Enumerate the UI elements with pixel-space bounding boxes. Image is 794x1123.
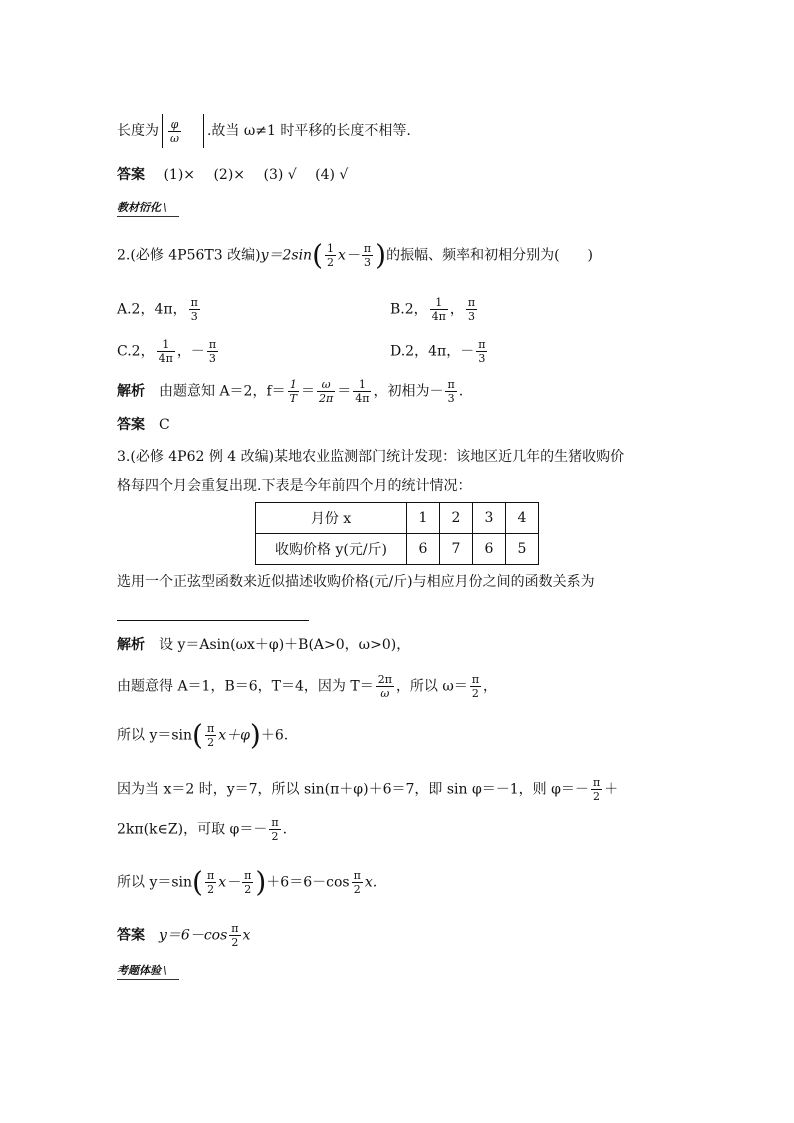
abs-bar-left (162, 114, 163, 148)
table-cell: 5 (506, 534, 539, 565)
answer-label: 答案 (117, 417, 145, 433)
function-expr: y＝2sin (260, 247, 313, 264)
question-2-stem: 2.(必修 4P56T3 改编)y＝2sin( $\frac{1}{2}$ x－ $\frac{\pi}{3}$ )的振幅、频率和初相分别为( ) (117, 238, 594, 272)
table-cell: 7 (440, 534, 473, 565)
table-header-price: 收购价格 y(元/斤) (256, 534, 407, 565)
table-cell: 6 (407, 534, 440, 565)
answer-block-1 (117, 165, 348, 185)
question-2-suffix: 的振幅、频率和初相分别为( ) (386, 247, 594, 264)
section-tag-textbook: 教材衍化 \ (117, 199, 167, 217)
question-3-answer: 答案 y＝6－cos $\frac{\pi}{2}$ x (117, 922, 251, 949)
analysis-label: 解析 (117, 383, 145, 400)
length-statement (117, 114, 411, 148)
table-cell: 4 (506, 503, 539, 534)
q3-analysis-line2: 由题意得 A＝1，B＝6，T＝4，因为 T＝ $\frac{2\pi}{\omega}$ ，所以 ω＝ $\frac{\pi}{2}$ ， (117, 673, 498, 700)
answer-blank-line (117, 620, 309, 621)
table-cell: 1 (407, 503, 440, 534)
table-cell: 2 (440, 503, 473, 534)
q3-analysis-line5: 2kπ(k∈Z)，可取 φ＝－ $\frac{\pi}{2}$ . (117, 816, 288, 843)
table-cell: 3 (473, 503, 506, 534)
fraction-half: $\frac{1}{2}$ (327, 242, 335, 269)
answer-item: (3) √ (263, 167, 297, 183)
question-3-stem-line3: 选用一个正弦型函数来近似描述收购价格(元/斤)与相应月份之间的函数关系为 (117, 574, 595, 590)
abs-bar-right (203, 114, 204, 148)
q3-analysis-line1: 解析 设 y＝Asin(ωx＋φ)＋B(A>0，ω>0)， (117, 637, 411, 653)
table-row (256, 534, 539, 565)
analysis-label: 解析 (117, 637, 145, 653)
price-table (255, 502, 539, 565)
q3-analysis-line3: 所以 y＝sin( $\frac{\pi}{2}$ x＋φ)＋6. (117, 718, 289, 752)
table-cell: 6 (473, 534, 506, 565)
question-2-answer (117, 415, 170, 435)
phi-over-omega: $\frac{\varphi}{\omega}$ (170, 117, 179, 145)
table-row (256, 503, 539, 534)
answer-value: C (159, 417, 170, 433)
option-c[interactable]: C.2， $\frac{1}{4\pi}$ ，－ $\frac{\pi}{3}$ (117, 338, 217, 365)
option-a[interactable]: A.2，4π， $\frac{\pi}{3}$ (117, 296, 198, 323)
q3-analysis-line6: 所以 y＝sin( $\frac{\pi}{2}$ x－ $\frac{\pi}{2}$ )＋6＝6－cos $\frac{\pi}{2}$ x. (117, 865, 378, 899)
fraction-pi-3: $\frac{\pi}{3}$ (363, 242, 372, 269)
inner-x: x－ (338, 247, 360, 264)
question-3-stem-line1: 3.(必修 4P62 例 4 改编)某地农业监测部门统计发现：该地区近几年的生猪收购价 (117, 449, 625, 465)
option-d[interactable]: D.2，4π，－ $\frac{\pi}{3}$ (390, 338, 486, 365)
length-prefix: 长度为 (117, 123, 159, 139)
option-b[interactable]: B.2， $\frac{1}{4\pi}$ ， $\frac{\pi}{3}$ (390, 296, 476, 323)
answer-label: 答案 (117, 927, 145, 944)
answer-item: (4) √ (315, 167, 349, 183)
section-tag-exam: 考题体验 \ (117, 962, 167, 980)
question-3-stem-line2: 格每四个月会重复出现.下表是今年前四个月的统计情况： (117, 478, 472, 494)
length-suffix: .故当 ω≠1 时平移的长度不相等. (206, 123, 411, 139)
q3-analysis-line4: 因为当 x＝2 时，y＝7，所以 sin(π＋φ)＋6＝7，即 sin φ＝－1，则 φ＝－ $\frac{\pi}{2}$ ＋ (117, 776, 619, 803)
question-2-source: 2.(必修 4P56T3 改编) (117, 247, 261, 264)
answer-item: (1)× (163, 167, 196, 183)
answer-item: (2)× (213, 167, 246, 183)
question-2-analysis: 解析 由题意知 A＝2，f＝ $\frac{1}{T}$ ＝ $\frac{\omega}{2\pi}$ ＝ $\frac{1}{4\pi}$ ，初相为－ $\frac{\pi}{3}$ . (117, 378, 464, 405)
answer-label: 答案 (117, 167, 145, 183)
table-header-month: 月份 x (256, 503, 407, 534)
